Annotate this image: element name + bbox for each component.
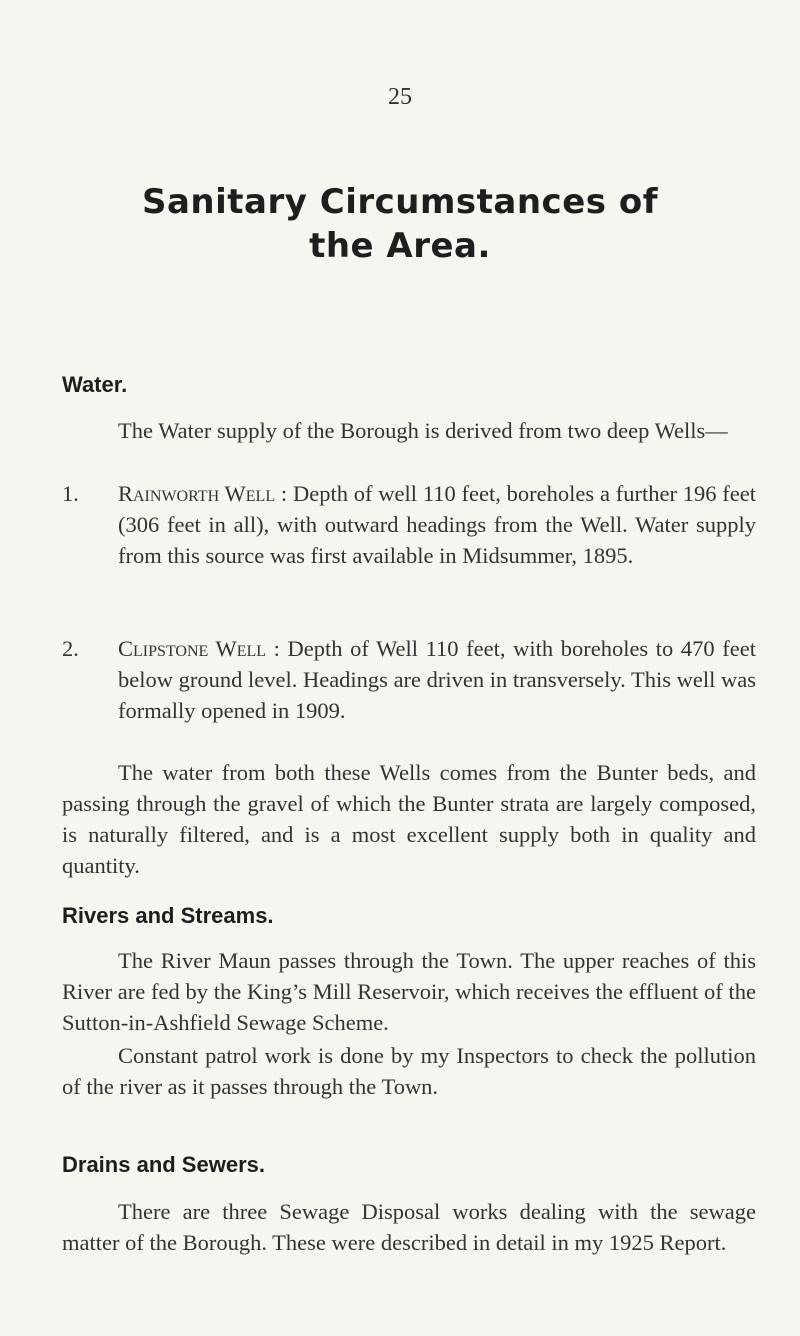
list-item-number: 2.	[62, 636, 79, 661]
rivers-paragraph-1: The River Maun passes through the Town. The upper reaches of this River are fed by the King’s Mill Reservoir, which receives the effluent of the Sutton-in-Ashfield Sewage Scheme.	[62, 948, 756, 1035]
list-item-clipstone-well	[62, 633, 756, 726]
section-heading-rivers: Rivers and Streams.	[62, 903, 274, 928]
page-title-line-1: Sanitary Circumstances of	[142, 182, 658, 222]
page-title	[0, 180, 800, 268]
well-description: Depth of Well 110 feet, with boreholes to 470 feet below ground level. Headings are driven in transversely. This well was formally opened in 1909.	[118, 636, 756, 723]
page-title-line-2: the Area.	[309, 226, 491, 266]
water-closing-paragraph: The water from both these Wells comes from the Bunter beds, and passing through the gravel of which the Bunter strata are largely composed, is naturally filtered, and is a most excellent supply both in quality and quantity.	[62, 760, 756, 878]
well-name: Clipstone Well :	[118, 636, 280, 661]
section-heading-water: Water.	[62, 372, 128, 397]
water-intro-paragraph: The Water supply of the Borough is derived from two deep Wells—	[118, 418, 728, 443]
list-item-number: 1.	[62, 481, 79, 506]
rivers-paragraph-2: Constant patrol work is done by my Inspectors to check the pollution of the river as it passes through the Town.	[62, 1043, 756, 1099]
section-heading-drains: Drains and Sewers.	[62, 1152, 265, 1177]
well-name: Rainworth Well :	[118, 481, 288, 506]
list-item-rainworth-well	[62, 478, 756, 571]
drains-paragraph-1: There are three Sewage Disposal works dealing with the sewage matter of the Borough. These were described in detail in my 1925 Report.	[62, 1199, 756, 1255]
well-description: Depth of well 110 feet, boreholes a further 196 feet (306 feet in all), with outward headings from the Well. Water supply from this source was first available in Midsummer, 1895.	[118, 481, 757, 568]
page-number: 25	[388, 84, 412, 110]
